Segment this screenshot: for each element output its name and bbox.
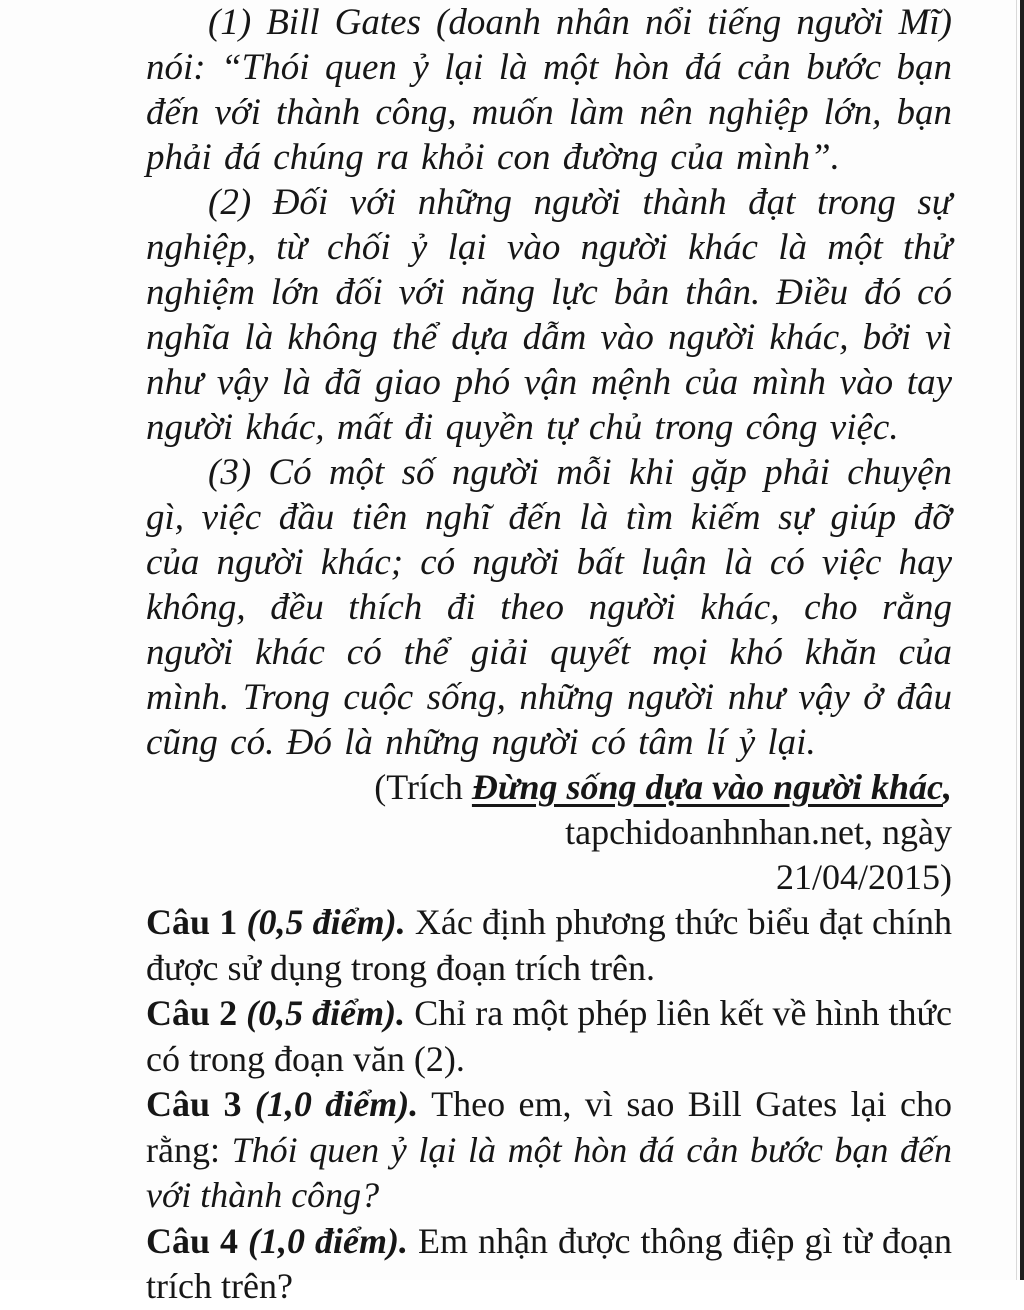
question-3-points: (1,0 điểm).	[254, 1084, 419, 1124]
question-1-points: (0,5 điểm).	[246, 902, 406, 942]
question-2	[146, 991, 952, 1082]
question-3-text: Theo em, vì sao Bill Gates lại cho rằng:	[146, 1084, 953, 1170]
passage-paragraph-1: (1) Bill Gates (doanh nhân nổi tiếng người Mĩ) nói: “Thói quen ỷ lại là một hòn đá cản bước bạn đến với thành công, muốn làm nên nghiệp lớn, bạn phải đá chúng ra khỏi con đường của mình”.	[146, 2, 952, 178]
document-content	[146, 0, 952, 1310]
question-3-label: Câu 3	[146, 1084, 242, 1124]
question-4-label: Câu 4	[146, 1220, 239, 1261]
citation-source-line: tapchidoanhnhan.net, ngày	[565, 812, 952, 852]
question-3-quote: Thói quen ỷ lại là một hòn đá cản bước bạn đến với thành công?	[146, 1129, 952, 1215]
question-1	[146, 900, 952, 991]
question-4-points: (1,0 điểm).	[248, 1220, 409, 1261]
citation-prefix: (Trích	[374, 767, 463, 807]
question-1-text: Xác định phương thức biểu đạt chính được sử dụng trong đoạn trích trên.	[146, 902, 953, 988]
question-4-text: Em nhận được thông điệp gì từ đoạn trích trên?	[146, 1220, 953, 1306]
page-edge-light-line	[1016, 0, 1017, 1280]
passage-paragraph-2: (2) Đối với những người thành đạt trong sự nghiệp, từ chối ỷ lại vào người khác là một thử nghiệm lớn đối với năng lực bản thân. Điều đó có nghĩa là không thể dựa dẫm vào người khác, bởi vì như vậy là đã giao phó vận mệnh của mình vào tay người khác, mất đi quyền tự chủ trong công việc.	[146, 182, 952, 448]
question-2-points: (0,5 điểm).	[246, 993, 406, 1033]
reading-passage	[146, 0, 952, 765]
citation-comma: ,	[943, 767, 952, 807]
passage-paragraph-3: (3) Có một số người mỗi khi gặp phải chuyện gì, việc đầu tiên nghĩ đến là tìm kiếm sự giúp đỡ của người khác; có người bất luận là có việc hay không, đều thích đi theo người khác, cho rằng người khác có thể giải quyết mọi khó khăn của mình. Trong cuộc sống, những người như vậy ở đâu cũng có. Đó là những người có tâm lí ỷ lại.	[146, 452, 952, 763]
question-3	[146, 1082, 952, 1219]
source-title: Đừng sống dựa vào người khác	[471, 767, 943, 807]
question-1-label: Câu 1	[146, 902, 238, 942]
question-list	[146, 900, 952, 1310]
question-2-label: Câu 2	[146, 993, 238, 1033]
citation-date-line: 21/04/2015)	[776, 857, 952, 897]
source-citation	[146, 765, 952, 900]
question-4	[146, 1219, 952, 1310]
page-edge-dark-line	[1020, 0, 1024, 1280]
question-2-text: Chỉ ra một phép liên kết về hình thức có trong đoạn văn (2).	[146, 993, 953, 1079]
